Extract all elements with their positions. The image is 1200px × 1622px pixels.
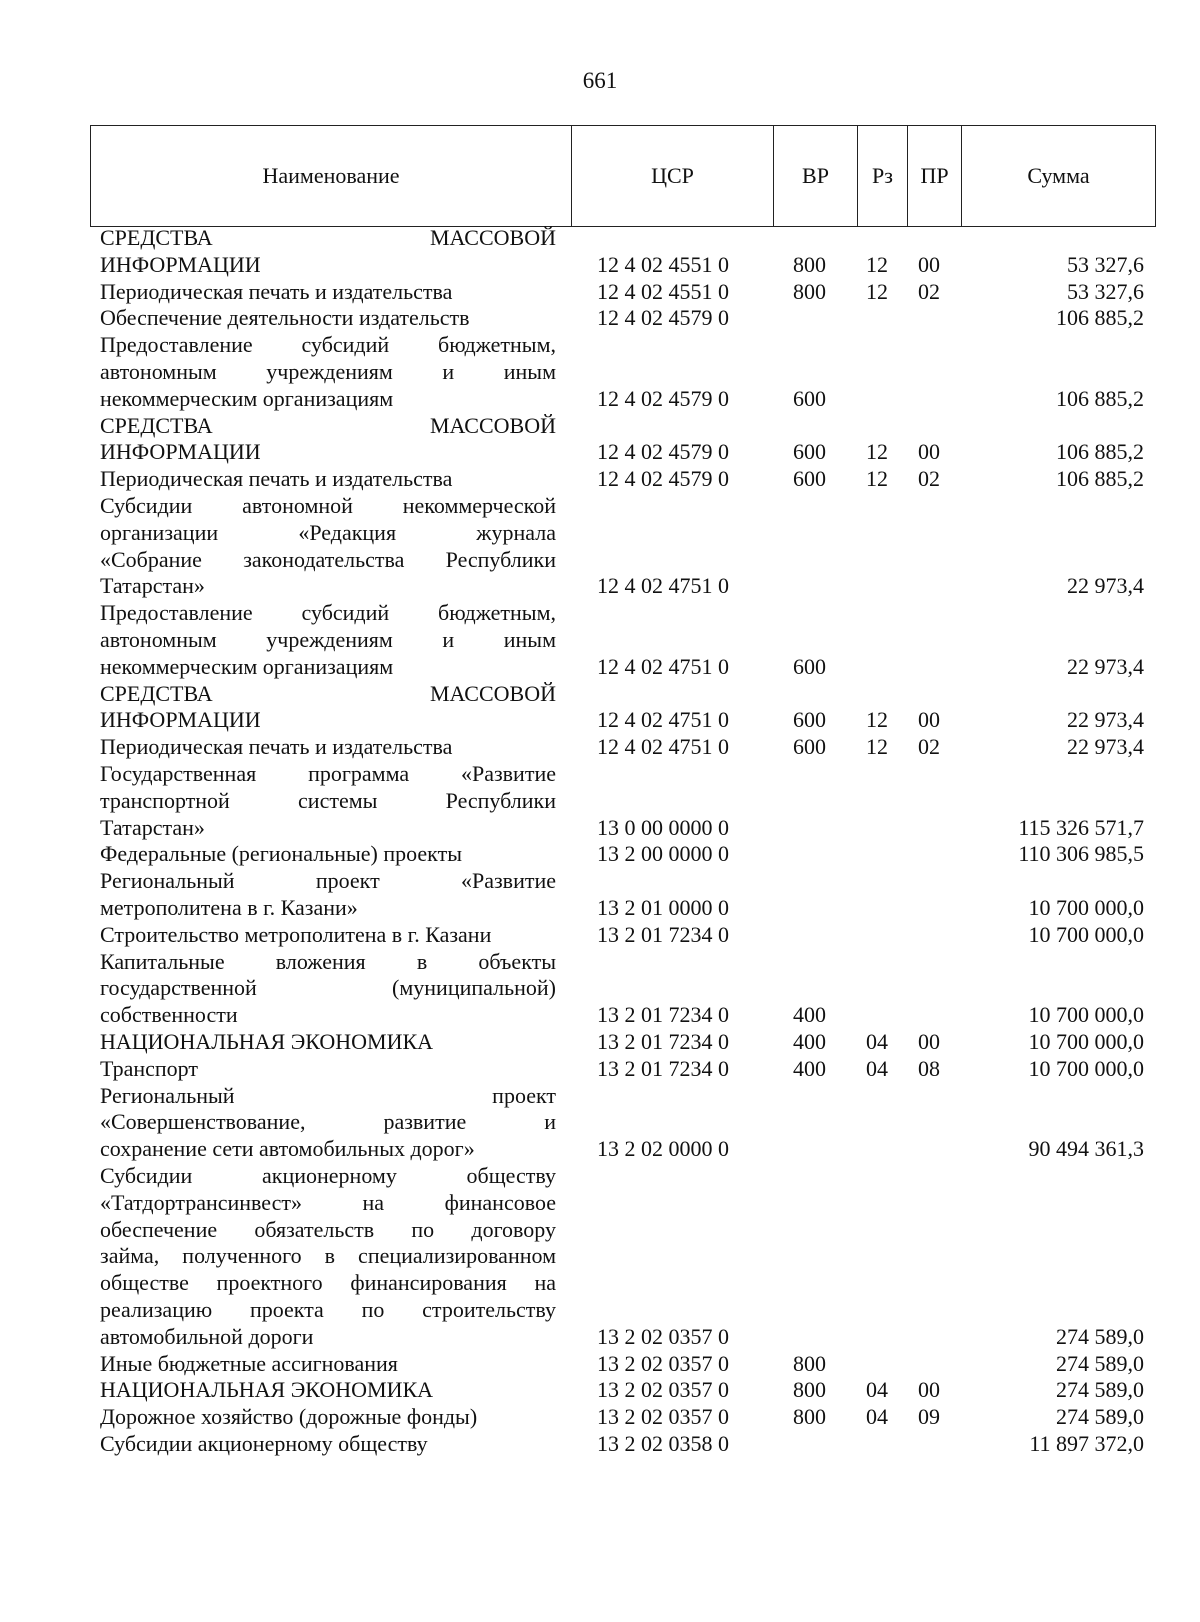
row-sum: 10 700 000,0 bbox=[1028, 1002, 1144, 1028]
row-pr: 00 bbox=[918, 251, 940, 277]
row-rz: 12 bbox=[866, 251, 888, 277]
row-name-line: СРЕДСТВА МАССОВОЙ bbox=[100, 412, 556, 438]
row-name-line: метрополитена в г. Казани» bbox=[100, 894, 358, 920]
row-rz: 12 bbox=[866, 278, 888, 304]
row-name bbox=[100, 1083, 556, 1163]
row-sum: 22 973,4 bbox=[1067, 573, 1144, 599]
row-name-line: ИНФОРМАЦИИ bbox=[100, 251, 261, 277]
row-rz: 04 bbox=[866, 1404, 888, 1430]
row-csr: 12 4 02 4751 0 bbox=[597, 734, 729, 760]
row-name bbox=[100, 279, 556, 306]
row-csr: 12 4 02 4751 0 bbox=[597, 573, 729, 599]
row-vr: 400 bbox=[793, 1002, 826, 1028]
row-rz: 12 bbox=[866, 439, 888, 465]
row-name-line: НАЦИОНАЛЬНАЯ ЭКОНОМИКА bbox=[100, 1029, 434, 1054]
row-name bbox=[100, 841, 556, 868]
row-csr: 13 2 02 0357 0 bbox=[597, 1323, 729, 1349]
row-name-line: СРЕДСТВА МАССОВОЙ bbox=[100, 680, 556, 706]
row-name bbox=[100, 413, 556, 467]
row-name-line: Капитальные вложения в объекты bbox=[100, 948, 556, 974]
row-name-line: автомобильной дороги bbox=[100, 1323, 314, 1349]
row-csr: 13 2 01 0000 0 bbox=[597, 894, 729, 920]
row-name bbox=[100, 305, 556, 332]
header-rz: Рз bbox=[858, 126, 908, 226]
row-name-line: Региональный проект «Развитие bbox=[100, 868, 556, 894]
row-name-line: Субсидии акционерному обществу bbox=[100, 1431, 428, 1456]
row-csr: 12 4 02 4551 0 bbox=[597, 278, 729, 304]
row-sum: 22 973,4 bbox=[1067, 707, 1144, 733]
row-csr: 13 2 01 7234 0 bbox=[597, 1029, 729, 1054]
row-name-line: Транспорт bbox=[100, 1055, 199, 1081]
row-vr: 600 bbox=[793, 385, 826, 411]
row-name-line: некоммерческим организациям bbox=[100, 385, 394, 411]
row-vr: 400 bbox=[793, 1055, 826, 1081]
row-name-line: обществе проектного финансирования на bbox=[100, 1270, 556, 1296]
row-name bbox=[100, 1377, 556, 1404]
row-sum: 10 700 000,0 bbox=[1028, 894, 1144, 920]
row-pr: 02 bbox=[918, 278, 940, 304]
row-name-line: Татарстан» bbox=[100, 573, 205, 599]
row-pr: 00 bbox=[918, 439, 940, 465]
row-sum: 106 885,2 bbox=[1056, 466, 1144, 492]
header-name: Наименование bbox=[91, 126, 572, 226]
row-vr: 600 bbox=[793, 466, 826, 492]
header-vr: ВР bbox=[774, 126, 858, 226]
row-pr: 00 bbox=[918, 1377, 940, 1403]
row-csr: 13 2 01 7234 0 bbox=[597, 1055, 729, 1081]
row-name-line: СРЕДСТВА МАССОВОЙ bbox=[100, 225, 556, 250]
row-name-line: обеспечение обязательств по договору bbox=[100, 1216, 556, 1242]
row-csr: 13 2 02 0357 0 bbox=[597, 1377, 729, 1403]
row-rz: 12 bbox=[866, 734, 888, 760]
row-name bbox=[100, 466, 556, 493]
row-name-line: государственной (муниципальной) bbox=[100, 975, 556, 1001]
row-name bbox=[100, 1431, 556, 1458]
row-name-line: автономным учреждениям и иным bbox=[100, 358, 556, 384]
row-pr: 00 bbox=[918, 707, 940, 733]
row-pr: 02 bbox=[918, 466, 940, 492]
row-sum: 110 306 985,5 bbox=[1018, 841, 1144, 867]
row-name-line: Предоставление субсидий бюджетным, bbox=[100, 600, 556, 626]
row-name-line: Периодическая печать и издательства bbox=[100, 278, 453, 304]
row-name bbox=[100, 1351, 556, 1378]
row-name-line: Региональный проект bbox=[100, 1082, 556, 1108]
row-csr: 12 4 02 4751 0 bbox=[597, 707, 729, 733]
row-name-line: собственности bbox=[100, 1002, 238, 1028]
row-name-line: Строительство метрополитена в г. Казани bbox=[100, 921, 492, 947]
row-sum: 53 327,6 bbox=[1067, 278, 1144, 304]
row-name-line: «Собрание законодательства Республики bbox=[100, 546, 556, 572]
row-name bbox=[100, 922, 556, 949]
row-name-line: некоммерческим организациям bbox=[100, 653, 394, 679]
header-pr: ПР bbox=[908, 126, 962, 226]
row-vr: 600 bbox=[793, 707, 826, 733]
row-sum: 274 589,0 bbox=[1056, 1350, 1144, 1376]
row-sum: 115 326 571,7 bbox=[1018, 814, 1144, 840]
row-vr: 800 bbox=[793, 278, 826, 304]
row-name-line: Предоставление субсидий бюджетным, bbox=[100, 332, 556, 358]
row-name bbox=[100, 600, 556, 680]
row-sum: 274 589,0 bbox=[1056, 1404, 1144, 1430]
row-name-line: транспортной системы Республики bbox=[100, 787, 556, 813]
row-rz: 04 bbox=[866, 1377, 888, 1403]
row-csr: 12 4 02 4579 0 bbox=[597, 439, 729, 465]
row-rz: 04 bbox=[866, 1029, 888, 1054]
row-csr: 12 4 02 4579 0 bbox=[597, 305, 729, 331]
row-csr: 12 4 02 4579 0 bbox=[597, 466, 729, 492]
header-csr: ЦСР bbox=[572, 126, 774, 226]
row-vr: 400 bbox=[793, 1029, 826, 1054]
row-name-line: Татарстан» bbox=[100, 814, 205, 840]
row-name-line: Субсидии акционерному обществу bbox=[100, 1163, 556, 1188]
row-pr: 09 bbox=[918, 1404, 940, 1430]
row-name bbox=[100, 1404, 556, 1431]
row-name bbox=[100, 761, 556, 841]
row-name-line: Федеральные (региональные) проекты bbox=[100, 841, 462, 867]
row-name bbox=[100, 868, 556, 922]
row-csr: 12 4 02 4551 0 bbox=[597, 251, 729, 277]
page-number: 661 bbox=[582, 68, 618, 93]
row-name-line: Периодическая печать и издательства bbox=[100, 734, 453, 760]
row-sum: 11 897 372,0 bbox=[1029, 1431, 1144, 1456]
row-sum: 10 700 000,0 bbox=[1028, 1055, 1144, 1081]
row-csr: 12 4 02 4579 0 bbox=[597, 385, 729, 411]
row-name-line: займа, полученного в специализированном bbox=[100, 1243, 556, 1269]
row-name-line: автономным учреждениям и иным bbox=[100, 626, 556, 652]
row-name bbox=[100, 1163, 556, 1351]
row-csr: 13 2 01 7234 0 bbox=[597, 921, 729, 947]
row-csr: 13 2 02 0000 0 bbox=[597, 1136, 729, 1162]
row-name-line: «Татдортрансинвест» на финансовое bbox=[100, 1189, 556, 1215]
row-name bbox=[100, 681, 556, 735]
row-pr: 00 bbox=[918, 1029, 940, 1054]
row-sum: 106 885,2 bbox=[1056, 439, 1144, 465]
row-name-line: сохранение сети автомобильных дорог» bbox=[100, 1136, 475, 1162]
row-rz: 12 bbox=[866, 466, 888, 492]
row-csr: 13 2 00 0000 0 bbox=[597, 841, 729, 867]
row-csr: 13 2 01 7234 0 bbox=[597, 1002, 729, 1028]
row-sum: 22 973,4 bbox=[1067, 734, 1144, 760]
row-name-line: Дорожное хозяйство (дорожные фонды) bbox=[100, 1404, 478, 1430]
row-vr: 600 bbox=[793, 653, 826, 679]
row-name-line: ИНФОРМАЦИИ bbox=[100, 439, 261, 465]
row-name bbox=[100, 225, 556, 279]
row-name-line: Иные бюджетные ассигнования bbox=[100, 1350, 398, 1376]
row-name-line: Государственная программа «Развитие bbox=[100, 761, 556, 786]
row-vr: 800 bbox=[793, 1350, 826, 1376]
row-sum: 106 885,2 bbox=[1056, 385, 1144, 411]
row-name bbox=[100, 949, 556, 1029]
row-csr: 13 2 02 0358 0 bbox=[597, 1431, 729, 1456]
row-csr: 12 4 02 4751 0 bbox=[597, 653, 729, 679]
row-sum: 10 700 000,0 bbox=[1028, 1029, 1144, 1054]
row-sum: 22 973,4 bbox=[1067, 653, 1144, 679]
row-name-line: организации «Редакция журнала bbox=[100, 519, 556, 545]
row-vr: 800 bbox=[793, 251, 826, 277]
row-sum: 274 589,0 bbox=[1056, 1377, 1144, 1403]
row-sum: 53 327,6 bbox=[1067, 251, 1144, 277]
row-sum: 106 885,2 bbox=[1056, 305, 1144, 331]
row-csr: 13 2 02 0357 0 bbox=[597, 1404, 729, 1430]
row-sum: 10 700 000,0 bbox=[1028, 921, 1144, 947]
row-name-line: Субсидии автономной некоммерческой bbox=[100, 493, 556, 518]
row-csr: 13 2 02 0357 0 bbox=[597, 1350, 729, 1376]
row-sum: 90 494 361,3 bbox=[1028, 1136, 1144, 1162]
row-name-line: ИНФОРМАЦИИ bbox=[100, 707, 261, 733]
row-name-line: Обеспечение деятельности издательств bbox=[100, 305, 470, 331]
row-pr: 08 bbox=[918, 1055, 940, 1081]
row-name-line: «Совершенствование, развитие и bbox=[100, 1109, 556, 1135]
row-csr: 13 0 00 0000 0 bbox=[597, 814, 729, 840]
row-vr: 800 bbox=[793, 1404, 826, 1430]
row-name bbox=[100, 734, 556, 761]
row-vr: 600 bbox=[793, 734, 826, 760]
row-vr: 600 bbox=[793, 439, 826, 465]
table-header bbox=[90, 125, 1156, 227]
row-name-line: НАЦИОНАЛЬНАЯ ЭКОНОМИКА bbox=[100, 1377, 434, 1403]
row-rz: 12 bbox=[866, 707, 888, 733]
row-name bbox=[100, 493, 556, 600]
row-sum: 274 589,0 bbox=[1056, 1323, 1144, 1349]
row-name bbox=[100, 332, 556, 412]
row-vr: 800 bbox=[793, 1377, 826, 1403]
row-name bbox=[100, 1056, 556, 1083]
row-name-line: реализацию проекта по строительству bbox=[100, 1296, 556, 1322]
header-sum: Сумма bbox=[1027, 163, 1090, 188]
row-pr: 02 bbox=[918, 734, 940, 760]
row-name-line: Периодическая печать и издательства bbox=[100, 466, 453, 492]
row-rz: 04 bbox=[866, 1055, 888, 1081]
row-name bbox=[100, 1029, 556, 1056]
